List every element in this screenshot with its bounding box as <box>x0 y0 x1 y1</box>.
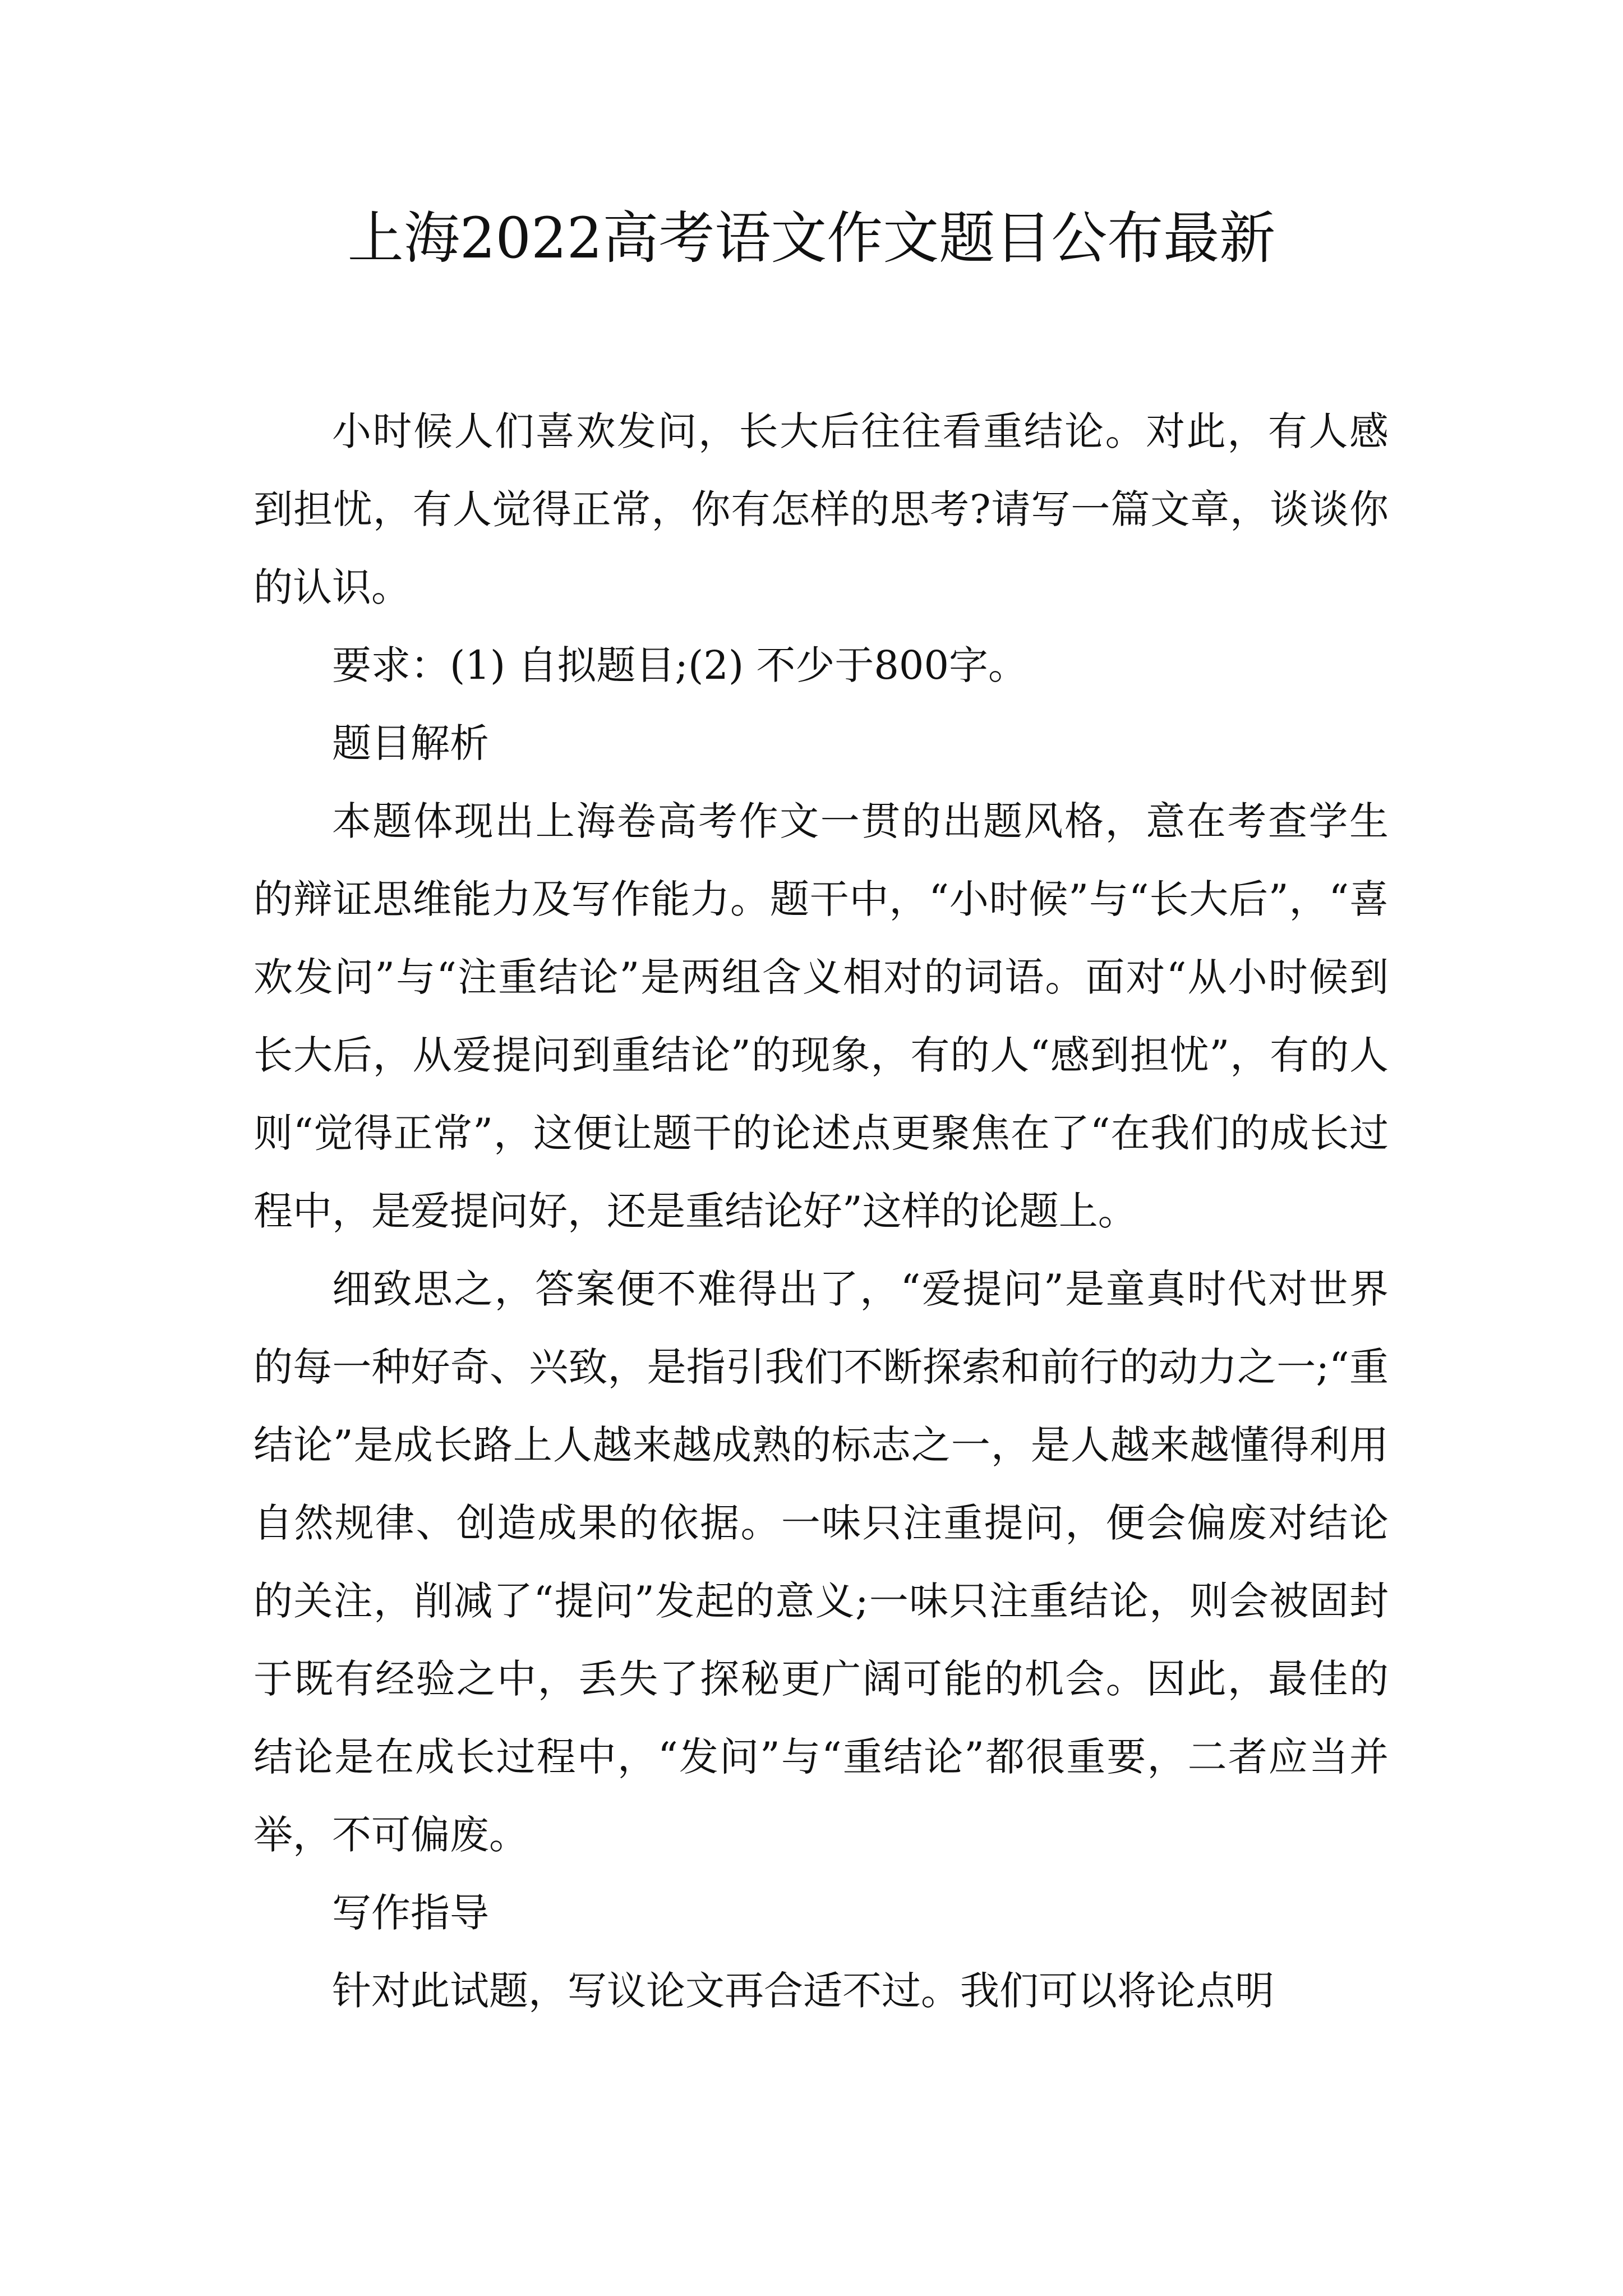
paragraph-writing-guide: 针对此试题，写议论文再合适不过。我们可以将论点明 <box>332 1968 1274 2014</box>
document-body <box>253 393 1389 2030</box>
heading-writing-guide: 写作指导 <box>332 1890 489 1936</box>
paragraph-requirements: 要求：(1) 自拟题目;(2) 不少于800字。 <box>332 642 1028 688</box>
paragraph-analysis-1: 本题体现出上海卷高考作文一贯的出题风格，意在考查学生的辩证思维能力及写作能力。题干中，“小时候”与“长大后”，“喜欢发问”与“注重结论”是两组含义相对的词语。面对“从小时候到长大后，从爱提问到重结论”的现象，有的人“感到担忧”，有的人则“觉得正常”，这便让题干的论述点更聚焦在了“在我们的成长过程中，是爱提问好，还是重结论好”这样的论题上。 <box>253 798 1389 1234</box>
paragraph-prompt: 小时候人们喜欢发问，长大后往往看重结论。对此，有人感到担忧，有人觉得正常，你有怎样的思考?请写一篇文章，谈谈你的认识。 <box>253 408 1389 610</box>
paragraph-analysis-2: 细致思之，答案便不难得出了，“爱提问”是童真时代对世界的每一种好奇、兴致，是指引我们不断探索和前行的动力之一;“重结论”是成长路上人越来越成熟的标志之一，是人越来越懂得利用自然规律、创造成果的依据。一味只注重提问，便会偏废对结论的关注，削减了“提问”发起的意义;一味只注重结论，则会被固封于既有经验之中，丢失了探秘更广阔可能的机会。因此，最佳的结论是在成长过程中，“发问”与“重结论”都很重要，二者应当并举，不可偏废。 <box>253 1266 1389 1858</box>
heading-analysis: 题目解析 <box>332 720 489 766</box>
document-title: 上海2022高考语文作文题目公布最新 <box>347 205 1276 271</box>
